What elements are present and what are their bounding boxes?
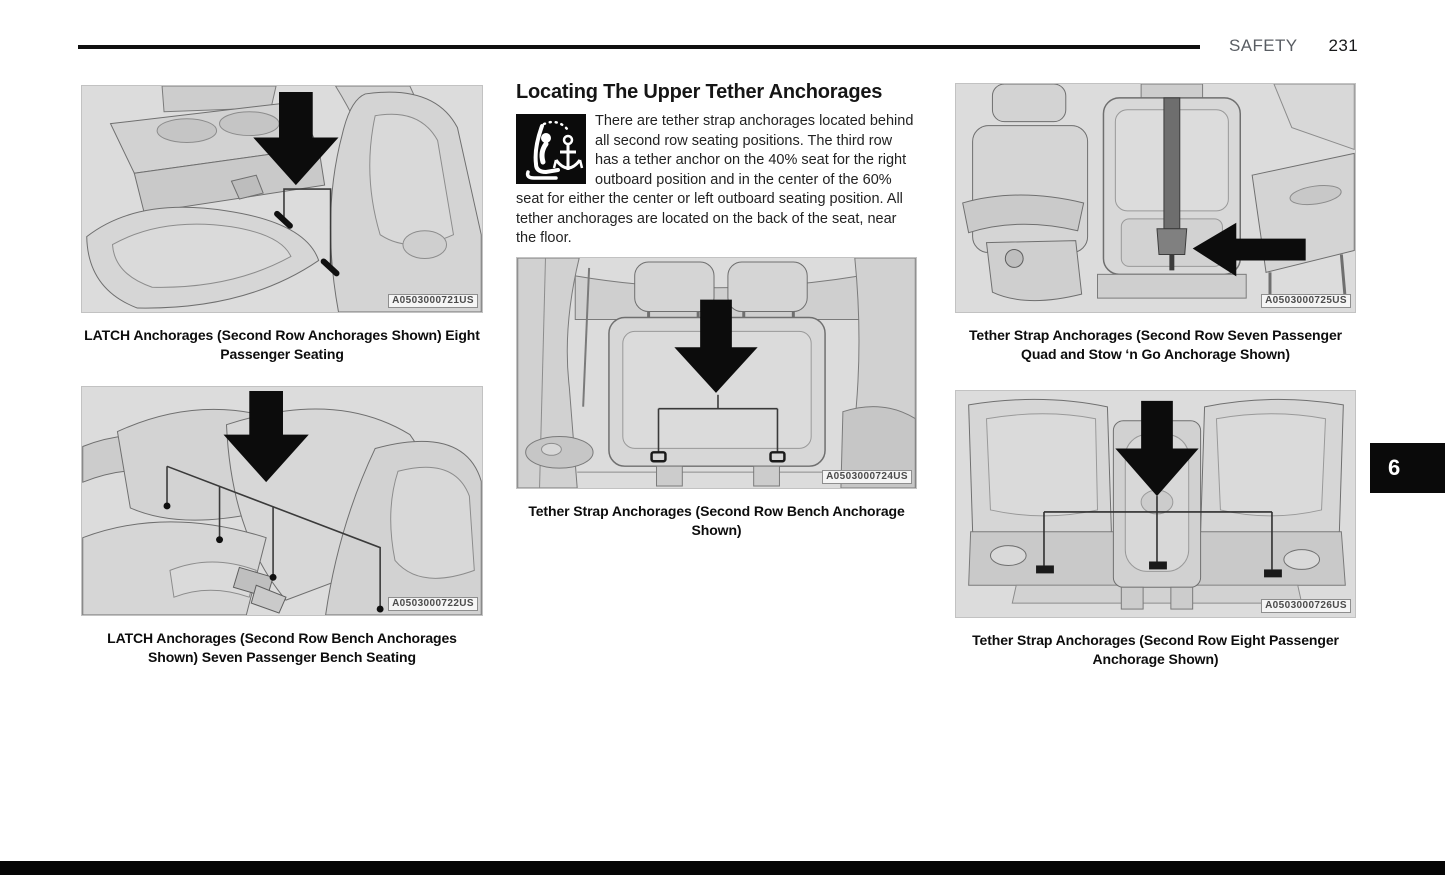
- figure-latch-eight-passenger: [81, 85, 483, 313]
- tether-quad-illustration: [956, 84, 1355, 312]
- figure-tether-eight-passenger: [955, 390, 1356, 618]
- figure-tether-bench: [516, 257, 917, 489]
- figure-caption: LATCH Anchorages (Second Row Anchorages Shown) Eight Passenger Seating: [84, 327, 480, 362]
- figure-code-label: A0503000724US: [822, 470, 912, 484]
- bottom-page-bar: [0, 861, 1445, 875]
- latch-anchor-mark: [164, 502, 171, 509]
- latch-eight-passenger-illustration: [82, 86, 482, 312]
- latch-anchor-mark: [377, 606, 384, 613]
- figure-code-label: A0503000722US: [388, 597, 478, 611]
- article-title: Locating The Upper Tether Anchorages: [516, 81, 883, 103]
- figure-tether-quad-stow-n-go: [955, 83, 1356, 313]
- chapter-tab: [1370, 443, 1445, 493]
- right-column: [955, 83, 1356, 669]
- article-body-text: There are tether strap anchorages located behind all second row seating positions. The third row has a tether anchor on the 40% seat for the right outboard position and in the center of the 60% seat for either the center or left outboard seating position. All tether anchorages are located on the back of the seat, near the floor.: [516, 113, 914, 246]
- latch-anchor-mark: [216, 536, 223, 543]
- figure-caption: Tether Strap Anchorages (Second Row Eight Passenger Anchorage Shown): [972, 632, 1339, 667]
- figure-latch-bench-seven-passenger: [81, 386, 483, 616]
- latch-bench-illustration: [82, 387, 482, 615]
- page-header: [1229, 36, 1358, 56]
- figure-caption: Tether Strap Anchorages (Second Row Bench Anchorage Shown): [528, 502, 905, 538]
- article-body: [516, 112, 917, 249]
- tether-strap: [1164, 98, 1180, 229]
- child-seat-tether-anchor-icon: [516, 114, 586, 184]
- chapter-tab-number: 6: [1388, 455, 1401, 480]
- figure-code-label: A0503000721US: [388, 294, 478, 308]
- tether-anchor-mark: [1264, 569, 1282, 577]
- tether-bench-illustration: [517, 258, 916, 488]
- page-number: 231: [1328, 36, 1359, 55]
- tether-eight-passenger-illustration: [956, 391, 1355, 617]
- figure-code-label: A0503000725US: [1261, 294, 1351, 308]
- header-rule: [78, 45, 1200, 49]
- latch-anchor-mark: [270, 574, 277, 581]
- tether-hook: [1157, 229, 1187, 255]
- section-label: SAFETY: [1229, 36, 1298, 55]
- figure-code-label: A0503000726US: [1261, 599, 1351, 613]
- left-column: [81, 85, 483, 667]
- tether-anchor-mark: [1149, 561, 1167, 569]
- tether-anchor-mark: [1036, 565, 1054, 573]
- figure-caption: Tether Strap Anchorages (Second Row Seven Passenger Quad and Stow ‘n Go Anchorage Shown): [968, 327, 1342, 362]
- center-column: [516, 80, 917, 540]
- figure-caption: LATCH Anchorages (Second Row Bench Anchorages Shown) Seven Passenger Bench Seating: [107, 630, 457, 665]
